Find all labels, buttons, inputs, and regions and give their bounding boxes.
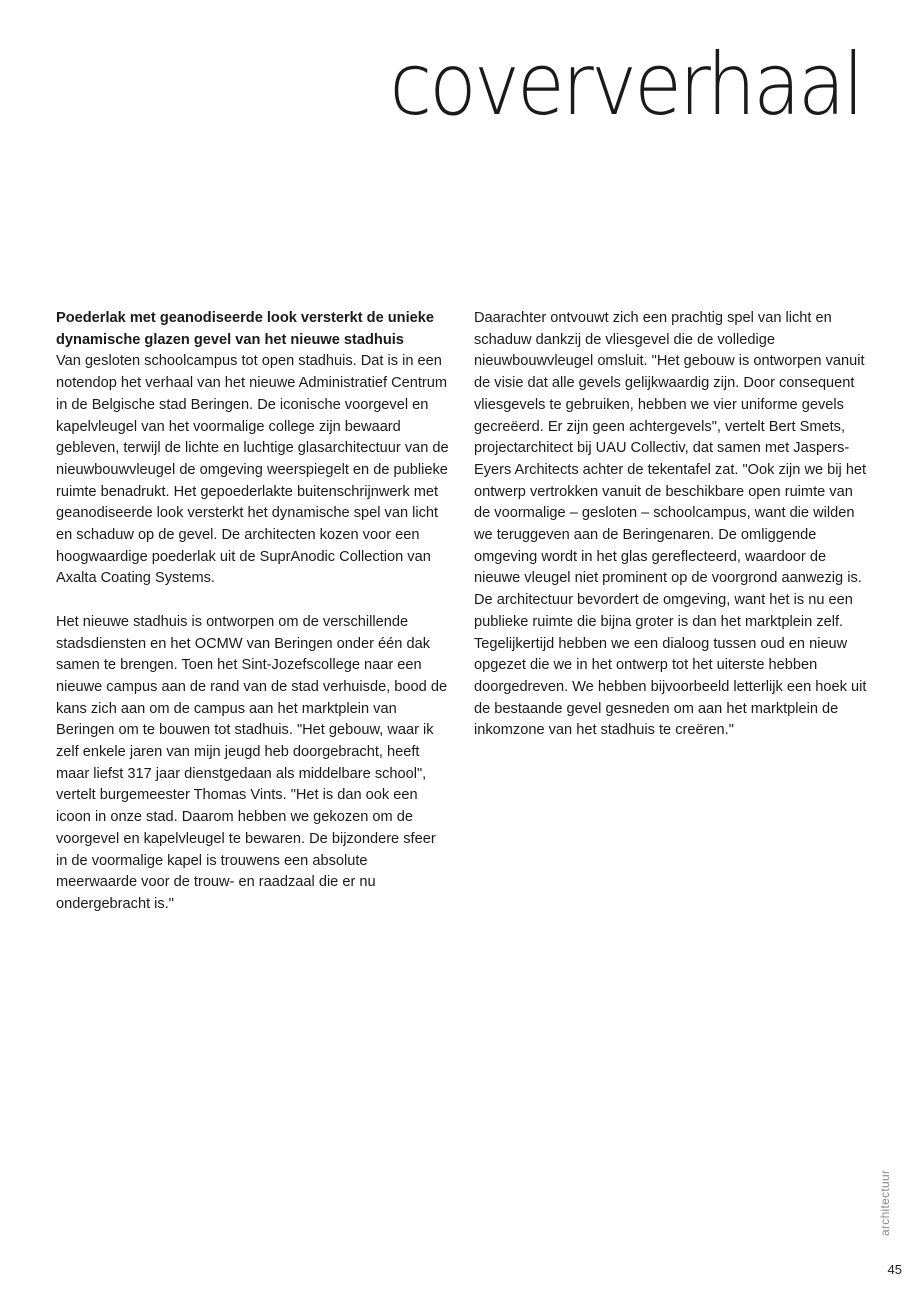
section-side-label: architectuur xyxy=(878,1169,892,1236)
page-number: 45 xyxy=(887,1262,902,1277)
article-column-right xyxy=(474,308,869,764)
article-column-left xyxy=(56,308,451,937)
article-paragraph: Daarachter ontvouwt zich een prachtig spel van licht en schaduw dankzij de vliesgevel die de volledige nieuwbouwvleugel omsluit. "Het gebouw is ontworpen vanuit de visie dat alle gevels gelijkwaardig zijn. Door consequent vliesgevels te gebruiken, hebben we vier uniforme gevels gecreëerd. Er zijn geen achtergevels", vertelt Bert Smets, projectarchitect bij UAU Collectiv, dat samen met Jaspers-Eyers Architects achter de tekentafel zat. "Ook zijn we bij het ontwerp vertrokken vanuit de beschikbare open ruimte van de voormalige – gesloten – schoolcampus, want die wilden we teruggeven aan de Beringenaren. De omliggende omgeving wordt in het glas gereflecteerd, waardoor de nieuwe vleugel niet prominent op de voorgrond aanwezig is. De architectuur bevordert de omgeving, want het is nu een publieke ruimte die bijna groter is dan het marktplein zelf. Tegelijkertijd hebben we een dialoog tussen oud en nieuw opgezet die we in het ontwerp tot het uiterste hebben doorgedreven. We hebben bijvoorbeeld letterlijk een hoek uit de bestaande gevel gesneden om aan het marktplein de inkomzone van het stadhuis te creëren." xyxy=(474,310,867,739)
article-paragraph: Het nieuwe stadhuis is ontworpen om de verschillende stadsdiensten en het OCMW van Beringen onder één dak samen te brengen. Toen het Sint-Jozefscollege naar een nieuwe campus aan de rand van de stad verhuisde, bood de kans zich aan om de campus aan het marktplein van Beringen om te bouwen tot stadhuis. "Het gebouw, waar ik zelf enkele jaren van mijn jeugd heb doorgebracht, heeft maar liefst 317 jaar dienstgedaan als middelbare school", vertelt burgemeester Thomas Vints. "Het is dan ook een icoon in onze stad. Daarom hebben we gekozen om de voorgevel en kapelvleugel te bewaren. De bijzondere sfeer in de voormalige kapel is trouwens een absolute meerwaarde voor de trouw- en raadzaal die er nu ondergebracht is." xyxy=(56,613,448,912)
section-title: coververhaal xyxy=(389,35,862,135)
article-subheading: Poederlak met geanodiseerde look versterkt de unieke dynamische glazen gevel van het nieuwe stadhuis xyxy=(56,310,434,348)
article-paragraph: Van gesloten schoolcampus tot open stadhuis. Dat is in een notendop het verhaal van het nieuwe Administratief Centrum in de Belgische stad Beringen. De iconische voorgevel en kapelvleugel van het voormalige college zijn bewaard gebleven, terwijl de lichte en luchtige glasarchitectuur van de nieuwbouwvleugel de omgeving weerspiegelt en de publieke ruimte benadrukt. Het gepoederlakte buitenschrijnwerk met geanodiseerde look versterkt het dynamische spel van licht en schaduw op de gevel. De architecten kozen voor een hoogwaardige poederlak uit de SuprAnodic Collection van Axalta Coating Systems. xyxy=(56,353,449,587)
